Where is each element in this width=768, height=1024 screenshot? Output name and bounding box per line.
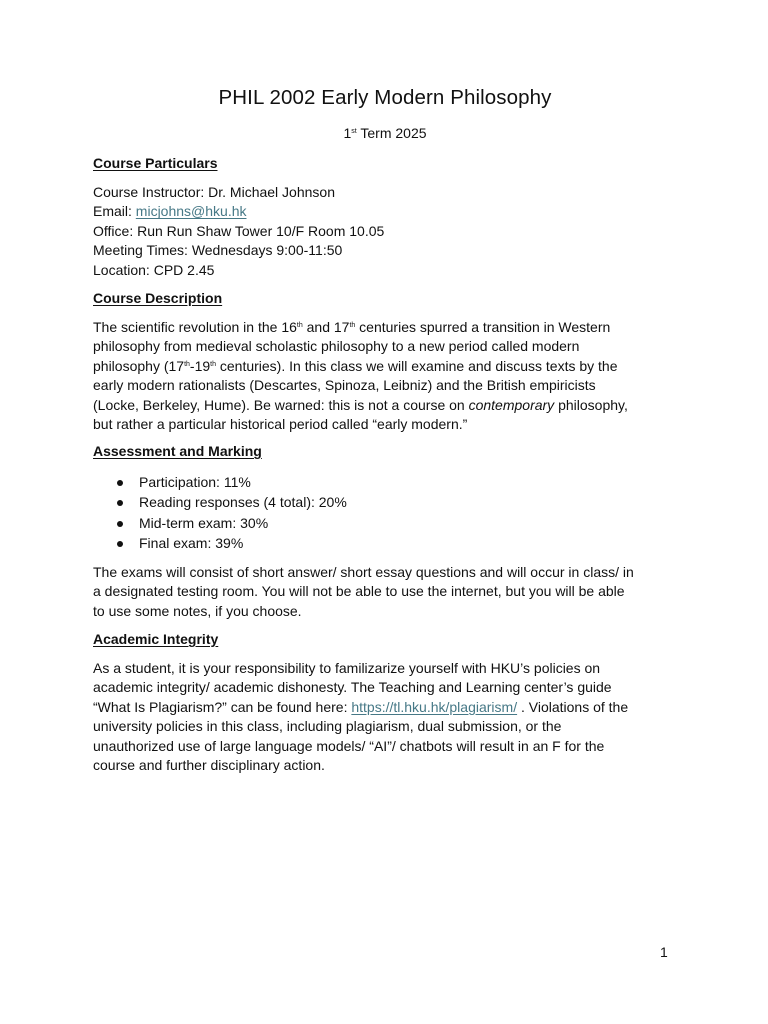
term-number: 1	[343, 125, 352, 141]
bullet-icon	[117, 521, 123, 527]
course-particulars-section	[93, 183, 677, 280]
list-item-text: Mid-term exam: 30%	[139, 514, 269, 531]
list-item-text: Final exam: 39%	[139, 535, 244, 552]
location-line: Location: CPD 2.45	[93, 261, 215, 278]
integrity-line: As a student, it is your responsibility to familizarize yourself with HKU’s policies on	[93, 660, 601, 676]
bullet-icon	[117, 480, 123, 486]
exam-line: to use some notes, if you choose.	[93, 602, 302, 619]
office-line: Office: Run Run Shaw Tower 10/F Room 10.05	[93, 222, 385, 239]
meeting-times-line: Meeting Times: Wednesdays 9:00-11:50	[93, 242, 343, 259]
email-line	[93, 202, 677, 221]
emphasized-text: contemporary	[468, 396, 555, 413]
description-line	[93, 396, 677, 415]
course-description-paragraph	[93, 318, 677, 434]
description-line	[93, 318, 677, 337]
instructor-line: Course Instructor: Dr. Michael Johnson	[93, 184, 335, 200]
course-particulars-heading: Course Particulars	[93, 155, 218, 171]
list-item	[93, 492, 347, 512]
superscript: th	[184, 360, 190, 368]
email-label: Email:	[93, 203, 136, 220]
exam-line: a designated testing room. You will not be able to use the internet, but you will be able	[93, 583, 625, 600]
bullet-icon	[117, 500, 123, 506]
text-run: . Violations of the	[517, 698, 629, 715]
description-line: early modern rationalists (Descartes, Spinoza, Leibniz) and the British empiricists	[93, 377, 596, 394]
term-rest: Term 2025	[356, 125, 427, 141]
assessment-heading: Assessment and Marking	[93, 443, 262, 459]
superscript: th	[349, 322, 356, 329]
text-run: (Locke, Berkeley, Hume). Be warned: this is not a course on	[93, 396, 469, 413]
list-item	[93, 533, 347, 553]
text-run: and 17	[302, 319, 350, 335]
page-number: 1	[660, 944, 668, 960]
exam-paragraph	[93, 563, 677, 621]
text-run: “What Is Plagiarism?” can be found here:	[93, 698, 352, 715]
course-description-heading: Course Description	[93, 290, 223, 306]
superscript: th	[296, 322, 303, 329]
list-item-text: Participation: 11%	[139, 474, 251, 490]
exam-line: The exams will consist of short answer/ short essay questions and will occur in class/ in	[93, 564, 634, 580]
text-run: philosophy (17	[93, 357, 185, 374]
text-run: centuries). In this class we will examine and discuss texts by the	[215, 357, 618, 374]
academic-integrity-heading: Academic Integrity	[93, 631, 219, 647]
integrity-line: unauthorized use of large language models/ “AI”/ chatbots will result in an F for the	[93, 737, 605, 754]
document-title: PHIL 2002 Early Modern Philosophy	[218, 86, 552, 109]
list-item-text: Reading responses (4 total): 20%	[139, 494, 347, 511]
integrity-line: course and further disciplinary action.	[93, 757, 325, 774]
academic-integrity-paragraph	[93, 659, 677, 775]
description-line: but rather a particular historical period called “early modern.”	[93, 416, 468, 433]
text-run: The scientific revolution in the 16	[93, 319, 297, 335]
document-page	[93, 0, 677, 1024]
bullet-icon	[117, 541, 123, 547]
email-link[interactable]: micjohns@hku.hk	[135, 203, 247, 220]
description-line	[93, 357, 677, 376]
integrity-line: academic integrity/ academic dishonesty. The Teaching and Learning center’s guide	[93, 679, 612, 696]
text-run: philosophy,	[554, 396, 628, 413]
assessment-list	[93, 472, 347, 554]
text-run: -19	[189, 357, 211, 374]
integrity-line	[93, 698, 677, 717]
superscript: th	[210, 360, 216, 368]
term-line	[93, 125, 677, 141]
term-superscript: st	[351, 128, 357, 135]
description-line: philosophy from medieval scholastic philosophy to a new period called modern	[93, 338, 580, 355]
plagiarism-link[interactable]: https://tl.hku.hk/plagiarism/	[351, 698, 518, 715]
list-item	[93, 472, 347, 492]
list-item	[93, 513, 347, 533]
text-run: centuries spurred a transition in Western	[355, 319, 611, 335]
integrity-line: university policies in this class, including plagiarism, dual submission, or the	[93, 718, 562, 735]
